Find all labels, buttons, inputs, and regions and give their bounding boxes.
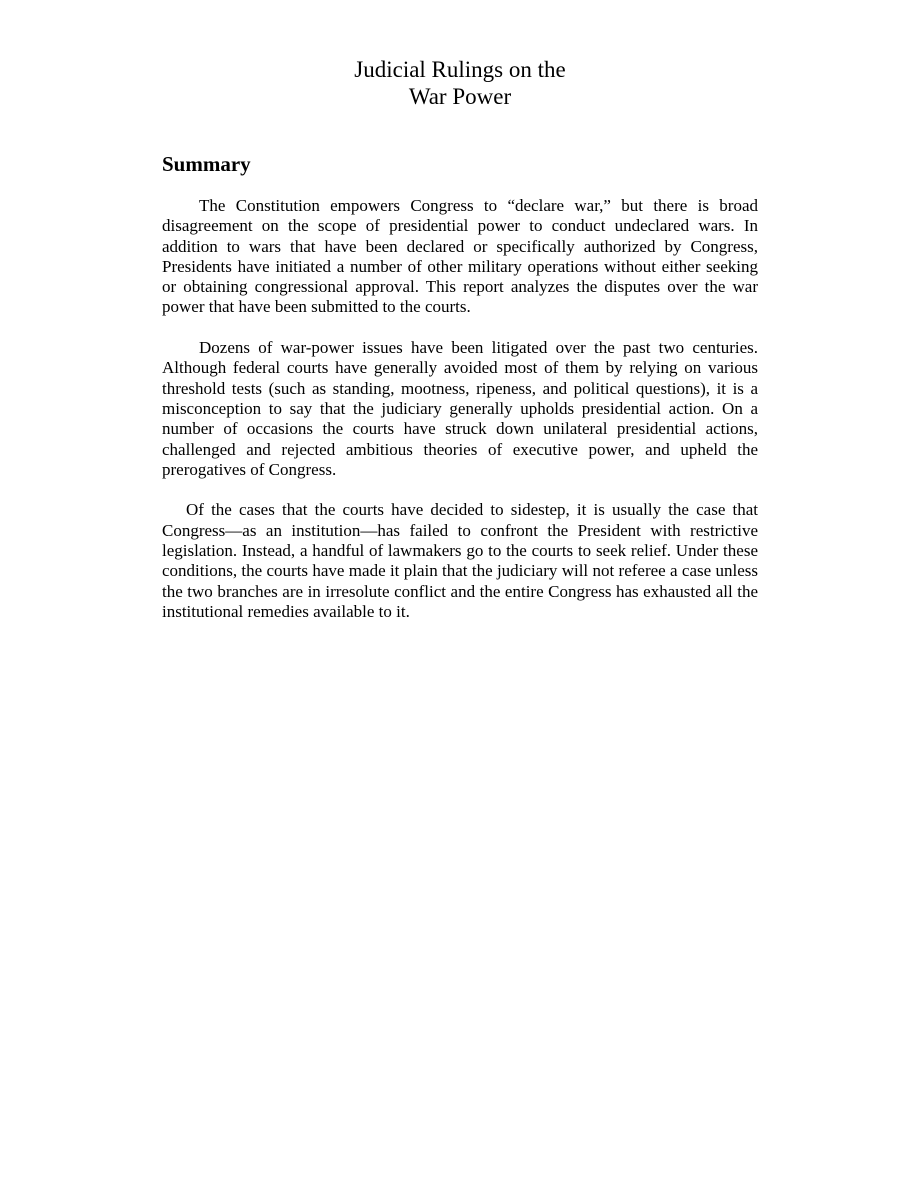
section-heading-summary: Summary xyxy=(162,152,251,176)
title-line-1: Judicial Rulings on the xyxy=(354,57,566,82)
title-line-2: War Power xyxy=(408,84,512,109)
paragraph-3: Of the cases that the courts have decided to sidestep, it is usually the case that Congress—as an institution—has failed to confront the President with restrictive legislation. Instead, a handful of lawmakers go to the courts to seek relief. Under these conditions, the courts have made it plain that the judiciary will not referee a case unless the two branches are in irresolute conflict and the entire Congress has exhausted all the institutional remedies available to it. xyxy=(162,500,758,621)
summary-body xyxy=(162,196,758,643)
document-title xyxy=(0,56,920,110)
paragraph-2: Dozens of war-power issues have been litigated over the past two centuries. Although federal courts have generally avoided most of them by relying on various threshold tests (such as standing, mootness, ripeness, and political questions), it is a misconception to say that the judiciary generally upholds presidential action. On a number of occasions the courts have struck down unilateral presidential actions, challenged and rejected ambitious theories of executive power, and upheld the prerogatives of Congress. xyxy=(162,338,758,479)
paragraph-1: The Constitution empowers Congress to “declare war,” but there is broad disagreement on the scope of presidential power to conduct undeclared wars. In addition to wars that have been declared or specifically authorized by Congress, Presidents have initiated a number of other military operations without either seeking or obtaining congressional approval. This report analyzes the disputes over the war power that have been submitted to the courts. xyxy=(162,196,758,317)
